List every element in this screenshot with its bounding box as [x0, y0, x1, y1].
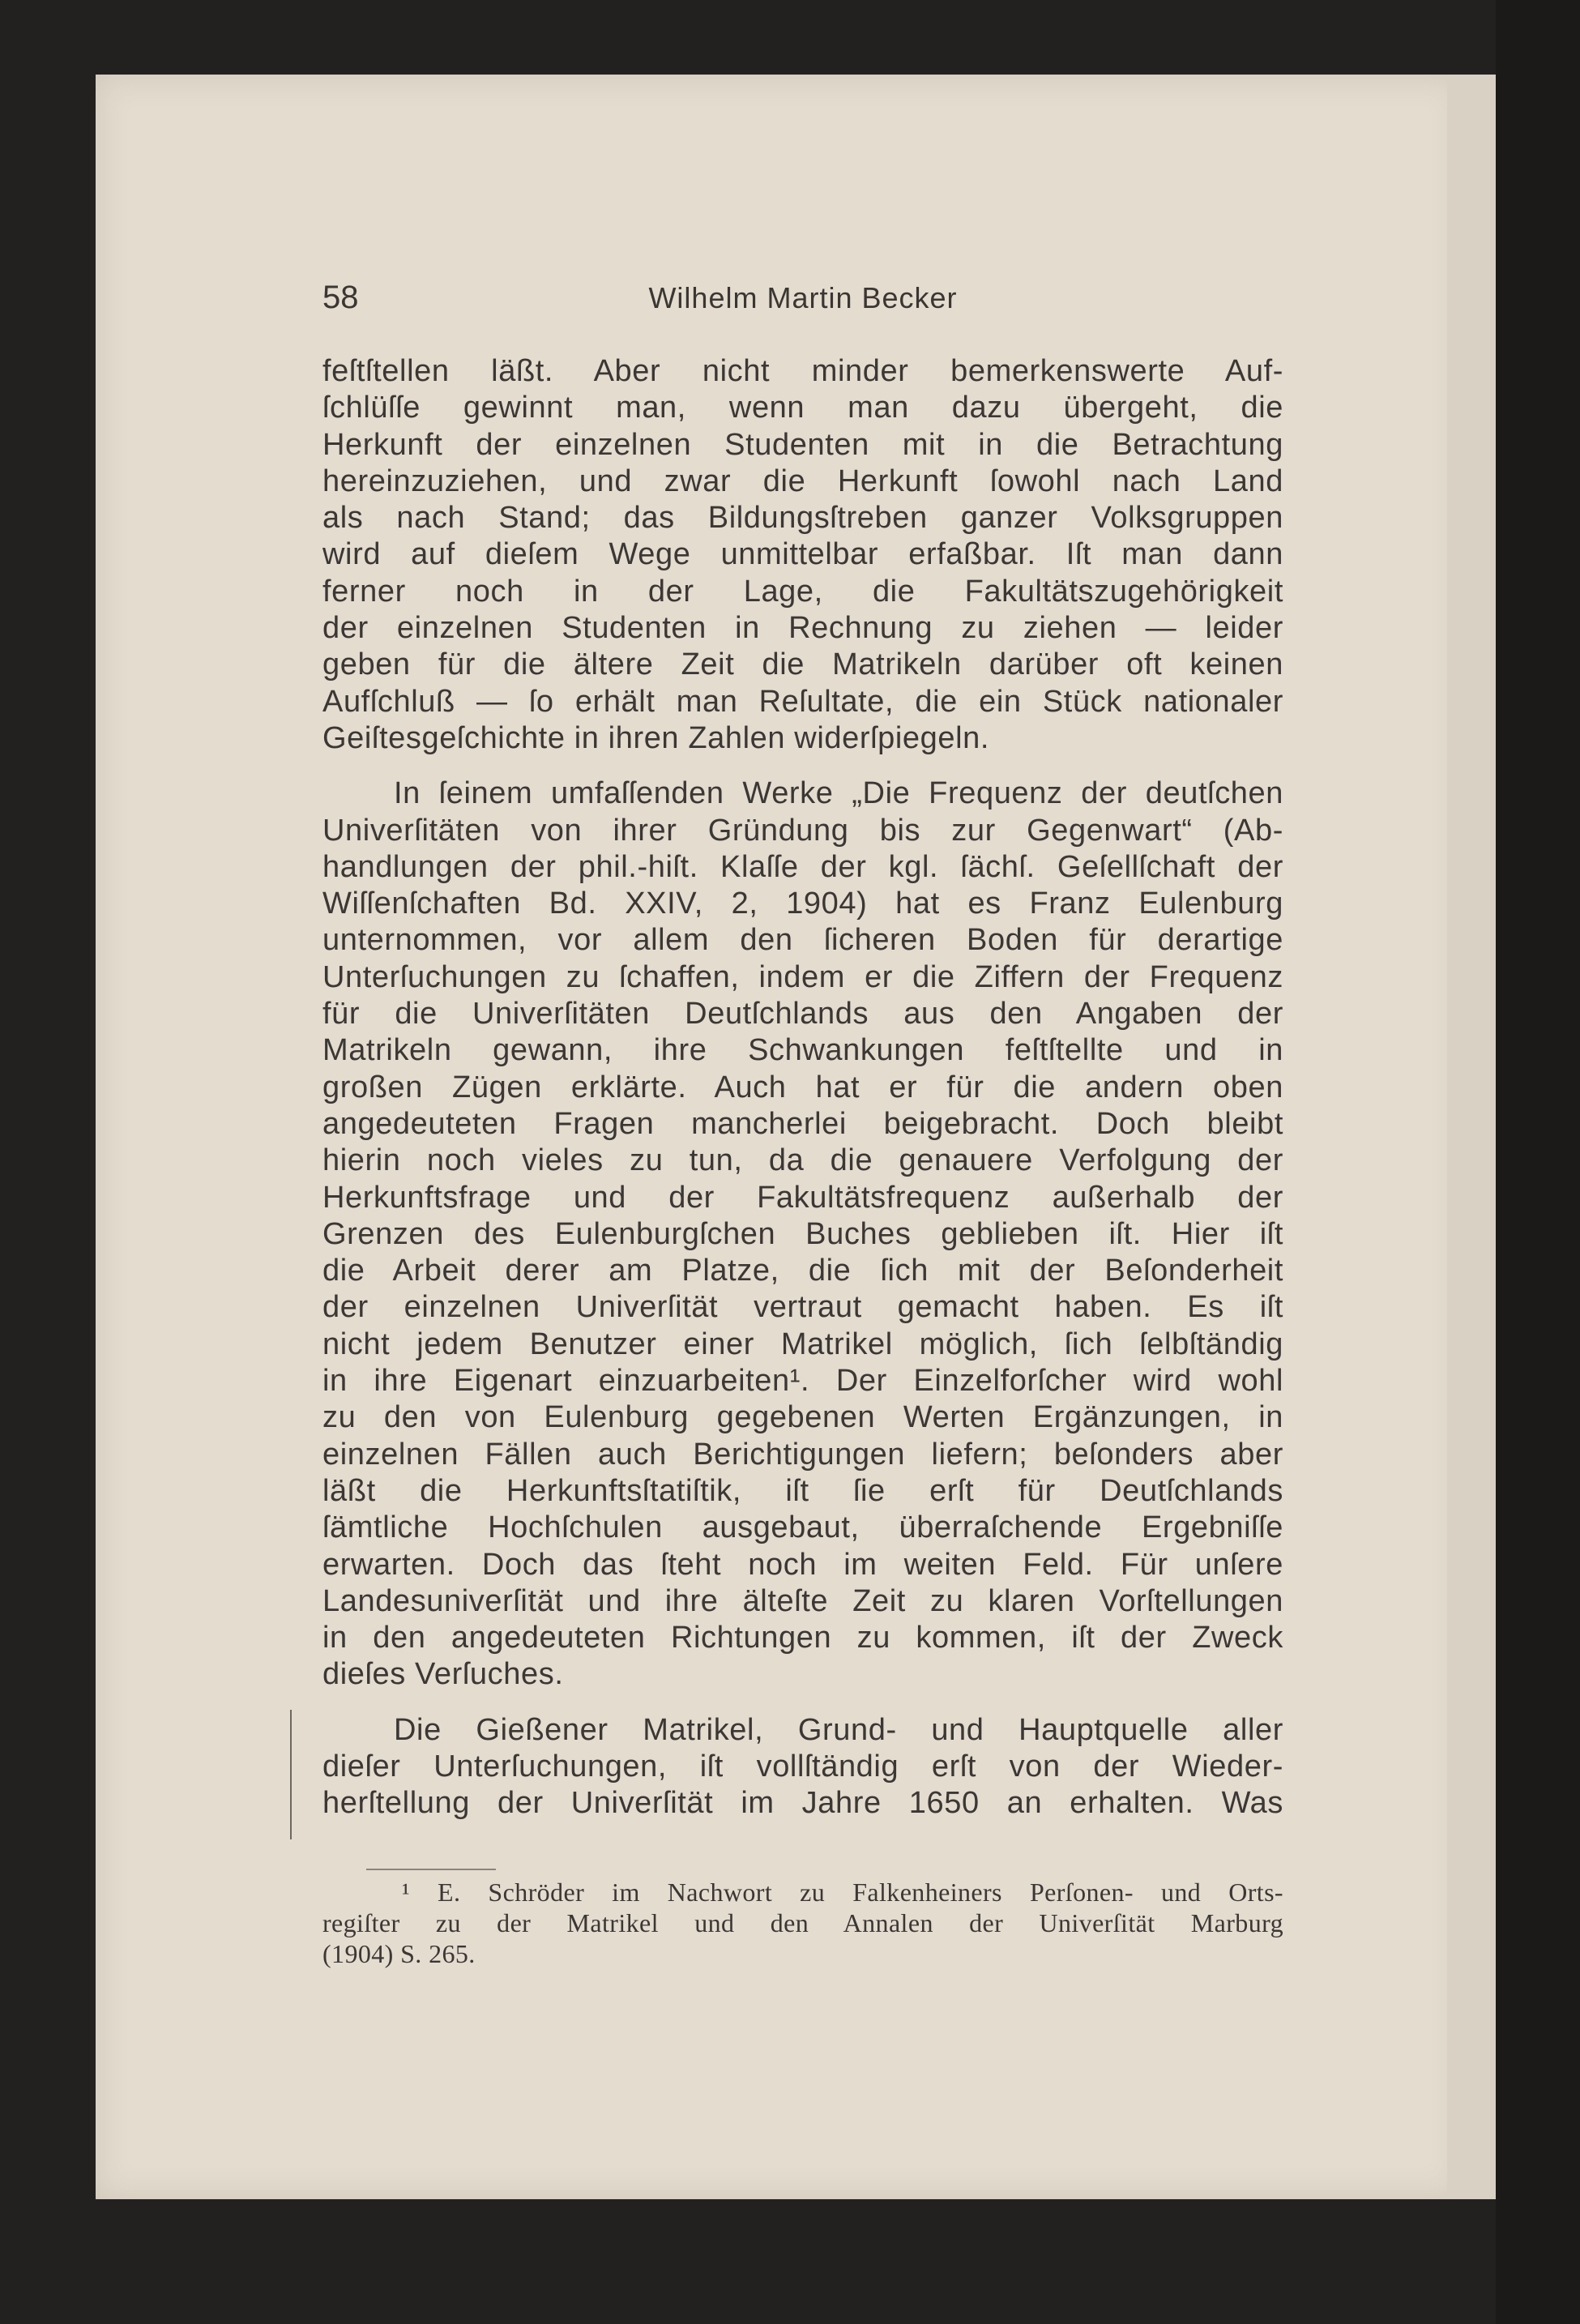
text-line: dieſes Verſuches. — [322, 1657, 564, 1692]
text-line: erwarten. Doch das ſteht noch im weiten Feld. Für unſere — [322, 1547, 1283, 1582]
text-line: geben für die ältere Zeit die Matrikeln darüber oft keinen — [322, 647, 1283, 682]
text-line: ſchlüſſe gewinnt man, wenn man dazu übergeht, die — [322, 391, 1283, 425]
paragraph-1 — [322, 353, 1283, 757]
text-line: hereinzuziehen, und zwar die Herkunft ſowohl nach Land — [322, 464, 1283, 498]
text-line: als nach Stand; das Bildungsſtreben ganzer Volksgruppen — [322, 501, 1283, 536]
footnote-line: regiſter zu der Matrikel und den Annalen der Univerſität Marburg — [322, 1908, 1283, 1937]
footnote-line: (1904) S. 265. — [322, 1939, 476, 1968]
text-line: die Arbeit derer am Platze, die ſich mit der Beſonderheit — [322, 1254, 1283, 1288]
text-line: feſtſtellen läßt. Aber nicht minder bemerkenswerte Auf- — [322, 354, 1283, 388]
footnote-line: ¹ E. Schröder im Nachwort zu Falkenheiners Perſonen- und Orts- — [402, 1878, 1283, 1907]
text-line: großen Zügen erklärte. Auch hat er für die andern oben — [322, 1070, 1283, 1104]
text-line: Landesuniverſität und ihre älteſte Zeit zu klaren Vorſtellungen — [322, 1583, 1283, 1618]
text-line: ferner noch in der Lage, die Fakultätszugehörigkeit — [322, 574, 1283, 609]
text-line: In ſeinem umfaſſenden Werke „Die Frequenz der deutſchen — [394, 776, 1283, 811]
text-line: läßt die Herkunftsſtatiſtik, iſt ſie erſt für Deutſchlands — [322, 1473, 1283, 1508]
footnote — [322, 1877, 1283, 1969]
text-line: für die Univerſitäten Deutſchlands aus den Angaben der — [322, 997, 1283, 1032]
paragraph-3 — [322, 1712, 1283, 1822]
running-title: Wilhelm Martin Becker — [648, 281, 958, 314]
text-line: Herkunft der einzelnen Studenten mit in die Betrachtung — [322, 427, 1283, 462]
page-header — [322, 280, 1283, 328]
text-line: Herkunftsfrage und der Fakultätsfrequenz außerhalb der — [322, 1180, 1283, 1215]
paragraph-2 — [322, 775, 1283, 1693]
page-number: 58 — [322, 280, 359, 315]
text-line: hierin noch vieles zu tun, da die genauere Verfolgung der — [322, 1143, 1283, 1178]
text-line: angedeuteten Fragen mancherlei beigebracht. Doch bleibt — [322, 1106, 1283, 1141]
text-line: der einzelnen Studenten in Rechnung zu ziehen — leider — [322, 611, 1283, 646]
text-line: Die Gießener Matrikel, Grund- und Hauptquelle aller — [394, 1712, 1283, 1747]
text-line: in ihre Eigenart einzuarbeiten¹. Der Einzelforſcher wird wohl — [322, 1364, 1283, 1399]
text-line: unternommen, vor allem den ſicheren Boden für derartige — [322, 923, 1283, 958]
text-line: Univerſitäten von ihrer Gründung bis zur Gegenwart“ (Ab- — [322, 813, 1283, 848]
text-line: dieſer Unterſuchungen, iſt vollſtändig erſt von der Wieder- — [322, 1749, 1283, 1784]
text-line: wird auf dieſem Wege unmittelbar erfaßbar. Iſt man dann — [322, 537, 1283, 572]
text-line: herſtellung der Univerſität im Jahre 1650 an erhalten. Was — [322, 1786, 1283, 1821]
text-line: in den angedeuteten Richtungen zu kommen, iſt der Zweck — [322, 1621, 1283, 1655]
text-line: Matrikeln gewann, ihre Schwankungen feſtſtellte und in — [322, 1033, 1283, 1068]
text-line: ſämtliche Hochſchulen ausgebaut, überraſchende Ergebniſſe — [322, 1510, 1283, 1545]
text-line: Geiſtesgeſchichte in ihren Zahlen widerſpiegeln. — [322, 720, 990, 755]
scan-background — [1496, 0, 1580, 2324]
pencil-margin-mark — [290, 1710, 308, 1839]
text-line: Wiſſenſchaften Bd. XXIV, 2, 1904) hat es Franz Eulenburg — [322, 886, 1283, 921]
footnote-rule — [366, 1869, 496, 1870]
body-text — [322, 353, 1283, 1822]
next-page-edge — [1447, 75, 1496, 2199]
text-line: Aufſchluß — ſo erhält man Reſultate, die ein Stück nationaler — [322, 684, 1283, 719]
text-line: einzelnen Fällen auch Berichtigungen liefern; beſonders aber — [322, 1437, 1283, 1472]
text-line: Unterſuchungen zu ſchaffen, indem er die Ziffern der Frequenz — [322, 959, 1283, 994]
text-line: der einzelnen Univerſität vertraut gemacht haben. Es iſt — [322, 1290, 1283, 1325]
text-line: nicht jedem Benutzer einer Matrikel möglich, ſich ſelbſtändig — [322, 1326, 1283, 1361]
text-line: Grenzen des Eulenburgſchen Buches geblieben iſt. Hier iſt — [322, 1216, 1283, 1251]
text-line: handlungen der phil.-hiſt. Klaſſe der kgl. ſächſ. Geſellſchaft der — [322, 849, 1283, 884]
text-line: zu den von Eulenburg gegebenen Werten Ergänzungen, in — [322, 1400, 1283, 1435]
